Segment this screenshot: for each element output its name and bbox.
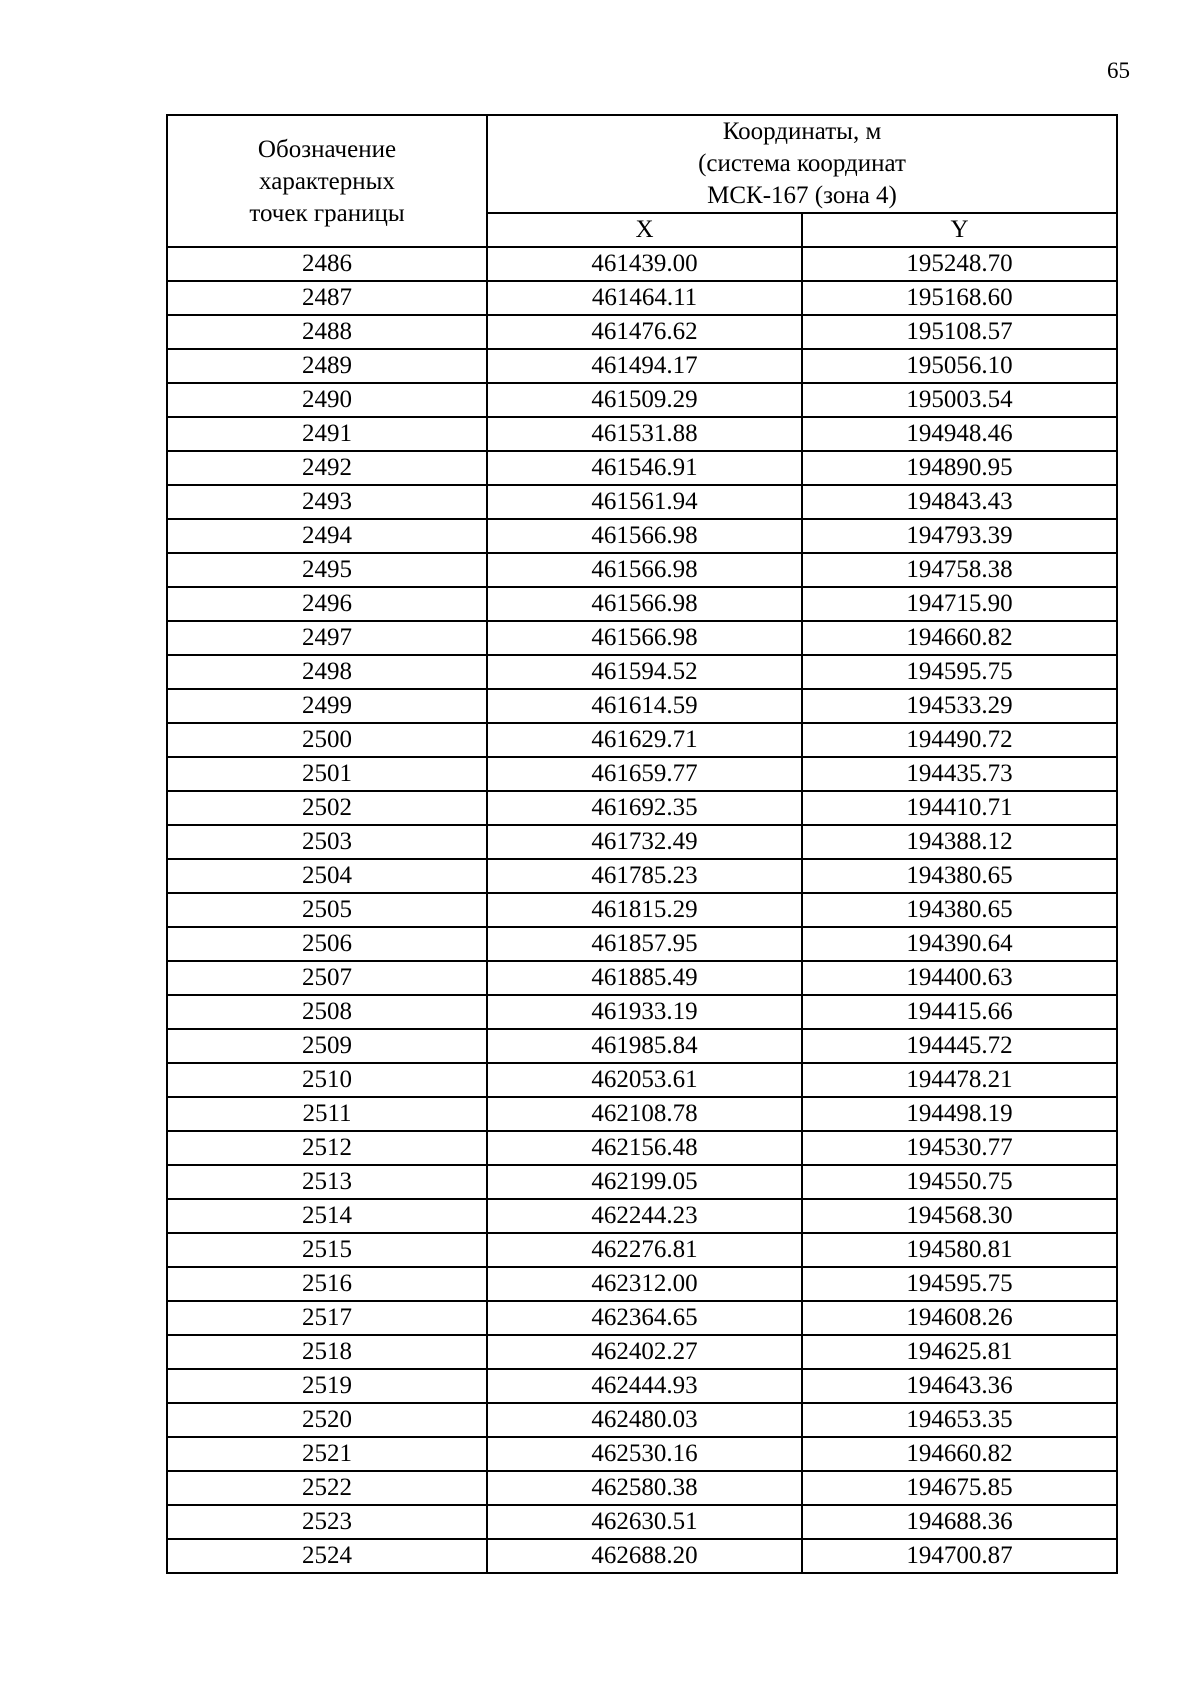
point-cell: 2488 xyxy=(167,315,487,349)
x-coordinate-cell: 462053.61 xyxy=(487,1063,802,1097)
point-cell: 2495 xyxy=(167,553,487,587)
point-cell: 2498 xyxy=(167,655,487,689)
table-row xyxy=(167,1539,1117,1573)
x-coordinate-cell: 461857.95 xyxy=(487,927,802,961)
x-coordinate-cell: 462580.38 xyxy=(487,1471,802,1505)
table-row xyxy=(167,247,1117,281)
point-cell: 2501 xyxy=(167,757,487,791)
table-row xyxy=(167,1505,1117,1539)
table-row xyxy=(167,1233,1117,1267)
point-cell: 2508 xyxy=(167,995,487,1029)
point-cell: 2496 xyxy=(167,587,487,621)
y-coordinate-cell: 195003.54 xyxy=(802,383,1117,417)
x-column-header: X xyxy=(487,213,802,247)
point-cell: 2515 xyxy=(167,1233,487,1267)
table-row xyxy=(167,1437,1117,1471)
x-coordinate-cell: 461439.00 xyxy=(487,247,802,281)
x-coordinate-cell: 462630.51 xyxy=(487,1505,802,1539)
x-coordinate-cell: 462364.65 xyxy=(487,1301,802,1335)
table-row xyxy=(167,1131,1117,1165)
table-row xyxy=(167,1369,1117,1403)
y-coordinate-cell: 194380.65 xyxy=(802,859,1117,893)
point-cell: 2491 xyxy=(167,417,487,451)
point-cell: 2516 xyxy=(167,1267,487,1301)
y-coordinate-cell: 194660.82 xyxy=(802,1437,1117,1471)
y-coordinate-cell: 195108.57 xyxy=(802,315,1117,349)
point-cell: 2522 xyxy=(167,1471,487,1505)
x-coordinate-cell: 461566.98 xyxy=(487,519,802,553)
point-cell: 2507 xyxy=(167,961,487,995)
table-row xyxy=(167,587,1117,621)
point-cell: 2486 xyxy=(167,247,487,281)
x-coordinate-cell: 461659.77 xyxy=(487,757,802,791)
table-row xyxy=(167,1029,1117,1063)
x-coordinate-cell: 462199.05 xyxy=(487,1165,802,1199)
table-row xyxy=(167,349,1117,383)
y-coordinate-cell: 194595.75 xyxy=(802,1267,1117,1301)
y-coordinate-cell: 195248.70 xyxy=(802,247,1117,281)
x-coordinate-cell: 461566.98 xyxy=(487,621,802,655)
point-cell: 2511 xyxy=(167,1097,487,1131)
table-row xyxy=(167,315,1117,349)
point-cell: 2518 xyxy=(167,1335,487,1369)
coordinates-table xyxy=(166,114,1118,1574)
point-cell: 2490 xyxy=(167,383,487,417)
x-coordinate-cell: 461566.98 xyxy=(487,587,802,621)
point-cell: 2517 xyxy=(167,1301,487,1335)
y-coordinate-cell: 194715.90 xyxy=(802,587,1117,621)
table-row xyxy=(167,1335,1117,1369)
x-coordinate-cell: 461561.94 xyxy=(487,485,802,519)
table-row xyxy=(167,1267,1117,1301)
y-coordinate-cell: 194608.26 xyxy=(802,1301,1117,1335)
y-coordinate-cell: 194643.36 xyxy=(802,1369,1117,1403)
point-cell: 2499 xyxy=(167,689,487,723)
point-cell: 2509 xyxy=(167,1029,487,1063)
x-coordinate-cell: 462688.20 xyxy=(487,1539,802,1573)
table-row xyxy=(167,383,1117,417)
point-cell: 2504 xyxy=(167,859,487,893)
x-coordinate-cell: 461985.84 xyxy=(487,1029,802,1063)
y-coordinate-cell: 194435.73 xyxy=(802,757,1117,791)
y-coordinate-cell: 194388.12 xyxy=(802,825,1117,859)
y-coordinate-cell: 194948.46 xyxy=(802,417,1117,451)
point-cell: 2520 xyxy=(167,1403,487,1437)
coords-header-line: МСК-167 (зона 4) xyxy=(707,182,897,209)
y-column-header: Y xyxy=(802,213,1117,247)
y-coordinate-cell: 194400.63 xyxy=(802,961,1117,995)
x-coordinate-cell: 462156.48 xyxy=(487,1131,802,1165)
table-row xyxy=(167,451,1117,485)
x-coordinate-cell: 461594.52 xyxy=(487,655,802,689)
table-row xyxy=(167,519,1117,553)
x-coordinate-cell: 462276.81 xyxy=(487,1233,802,1267)
point-cell: 2502 xyxy=(167,791,487,825)
y-coordinate-cell: 194478.21 xyxy=(802,1063,1117,1097)
table-row xyxy=(167,1097,1117,1131)
point-cell: 2497 xyxy=(167,621,487,655)
point-cell: 2523 xyxy=(167,1505,487,1539)
point-cell: 2519 xyxy=(167,1369,487,1403)
y-coordinate-cell: 194380.65 xyxy=(802,893,1117,927)
table-row xyxy=(167,1301,1117,1335)
table-row xyxy=(167,1063,1117,1097)
y-coordinate-cell: 194490.72 xyxy=(802,723,1117,757)
table-row xyxy=(167,1471,1117,1505)
table-row xyxy=(167,655,1117,689)
x-coordinate-cell: 461732.49 xyxy=(487,825,802,859)
x-coordinate-cell: 461546.91 xyxy=(487,451,802,485)
y-coordinate-cell: 194550.75 xyxy=(802,1165,1117,1199)
table-row xyxy=(167,927,1117,961)
x-coordinate-cell: 462312.00 xyxy=(487,1267,802,1301)
y-coordinate-cell: 194415.66 xyxy=(802,995,1117,1029)
point-cell: 2503 xyxy=(167,825,487,859)
table-row xyxy=(167,859,1117,893)
table-row xyxy=(167,723,1117,757)
y-coordinate-cell: 194653.35 xyxy=(802,1403,1117,1437)
x-coordinate-cell: 462444.93 xyxy=(487,1369,802,1403)
point-cell: 2506 xyxy=(167,927,487,961)
x-coordinate-cell: 461509.29 xyxy=(487,383,802,417)
y-coordinate-cell: 194890.95 xyxy=(802,451,1117,485)
header-row-top xyxy=(167,115,1117,213)
coords-header-line: (система координат xyxy=(698,150,906,177)
x-coordinate-cell: 461614.59 xyxy=(487,689,802,723)
y-coordinate-cell: 194445.72 xyxy=(802,1029,1117,1063)
x-coordinate-cell: 461629.71 xyxy=(487,723,802,757)
table-row xyxy=(167,417,1117,451)
table-row xyxy=(167,791,1117,825)
point-cell: 2500 xyxy=(167,723,487,757)
y-coordinate-cell: 194793.39 xyxy=(802,519,1117,553)
coordinates-header xyxy=(487,115,1117,213)
table-row xyxy=(167,1199,1117,1233)
y-coordinate-cell: 194625.81 xyxy=(802,1335,1117,1369)
table-row xyxy=(167,485,1117,519)
point-cell: 2505 xyxy=(167,893,487,927)
table-row xyxy=(167,1165,1117,1199)
y-coordinate-cell: 194498.19 xyxy=(802,1097,1117,1131)
table-row xyxy=(167,961,1117,995)
table-body xyxy=(167,247,1117,1573)
point-cell: 2487 xyxy=(167,281,487,315)
y-coordinate-cell: 194758.38 xyxy=(802,553,1117,587)
x-coordinate-cell: 462480.03 xyxy=(487,1403,802,1437)
table-row xyxy=(167,893,1117,927)
x-coordinate-cell: 461494.17 xyxy=(487,349,802,383)
y-coordinate-cell: 194595.75 xyxy=(802,655,1117,689)
x-coordinate-cell: 461885.49 xyxy=(487,961,802,995)
y-coordinate-cell: 195168.60 xyxy=(802,281,1117,315)
x-coordinate-cell: 461692.35 xyxy=(487,791,802,825)
x-coordinate-cell: 461933.19 xyxy=(487,995,802,1029)
y-coordinate-cell: 195056.10 xyxy=(802,349,1117,383)
x-coordinate-cell: 462402.27 xyxy=(487,1335,802,1369)
point-designation-header xyxy=(167,115,487,247)
table-row xyxy=(167,621,1117,655)
y-coordinate-cell: 194688.36 xyxy=(802,1505,1117,1539)
x-coordinate-cell: 461464.11 xyxy=(487,281,802,315)
table-row xyxy=(167,825,1117,859)
x-coordinate-cell: 461815.29 xyxy=(487,893,802,927)
point-cell: 2494 xyxy=(167,519,487,553)
point-cell: 2513 xyxy=(167,1165,487,1199)
point-cell: 2489 xyxy=(167,349,487,383)
table-row xyxy=(167,281,1117,315)
coords-header-line: Координаты, м xyxy=(722,118,882,145)
y-coordinate-cell: 194843.43 xyxy=(802,485,1117,519)
x-coordinate-cell: 462244.23 xyxy=(487,1199,802,1233)
y-coordinate-cell: 194530.77 xyxy=(802,1131,1117,1165)
table-row xyxy=(167,757,1117,791)
x-coordinate-cell: 462108.78 xyxy=(487,1097,802,1131)
point-cell: 2514 xyxy=(167,1199,487,1233)
y-coordinate-cell: 194390.64 xyxy=(802,927,1117,961)
y-coordinate-cell: 194533.29 xyxy=(802,689,1117,723)
x-coordinate-cell: 462530.16 xyxy=(487,1437,802,1471)
table-row xyxy=(167,553,1117,587)
y-coordinate-cell: 194660.82 xyxy=(802,621,1117,655)
point-header-line: характерных xyxy=(259,168,395,195)
point-cell: 2510 xyxy=(167,1063,487,1097)
point-cell: 2512 xyxy=(167,1131,487,1165)
point-cell: 2493 xyxy=(167,485,487,519)
x-coordinate-cell: 461476.62 xyxy=(487,315,802,349)
y-coordinate-cell: 194580.81 xyxy=(802,1233,1117,1267)
x-coordinate-cell: 461531.88 xyxy=(487,417,802,451)
point-cell: 2524 xyxy=(167,1539,487,1573)
point-header-line: точек границы xyxy=(249,200,405,227)
y-coordinate-cell: 194410.71 xyxy=(802,791,1117,825)
table-header xyxy=(167,115,1117,247)
x-coordinate-cell: 461785.23 xyxy=(487,859,802,893)
point-cell: 2521 xyxy=(167,1437,487,1471)
point-cell: 2492 xyxy=(167,451,487,485)
page-number: 65 xyxy=(1107,58,1130,83)
y-coordinate-cell: 194568.30 xyxy=(802,1199,1117,1233)
y-coordinate-cell: 194675.85 xyxy=(802,1471,1117,1505)
table-row xyxy=(167,1403,1117,1437)
y-coordinate-cell: 194700.87 xyxy=(802,1539,1117,1573)
point-header-line: Обозначение xyxy=(257,136,397,163)
x-coordinate-cell: 461566.98 xyxy=(487,553,802,587)
table-row xyxy=(167,689,1117,723)
table-row xyxy=(167,995,1117,1029)
